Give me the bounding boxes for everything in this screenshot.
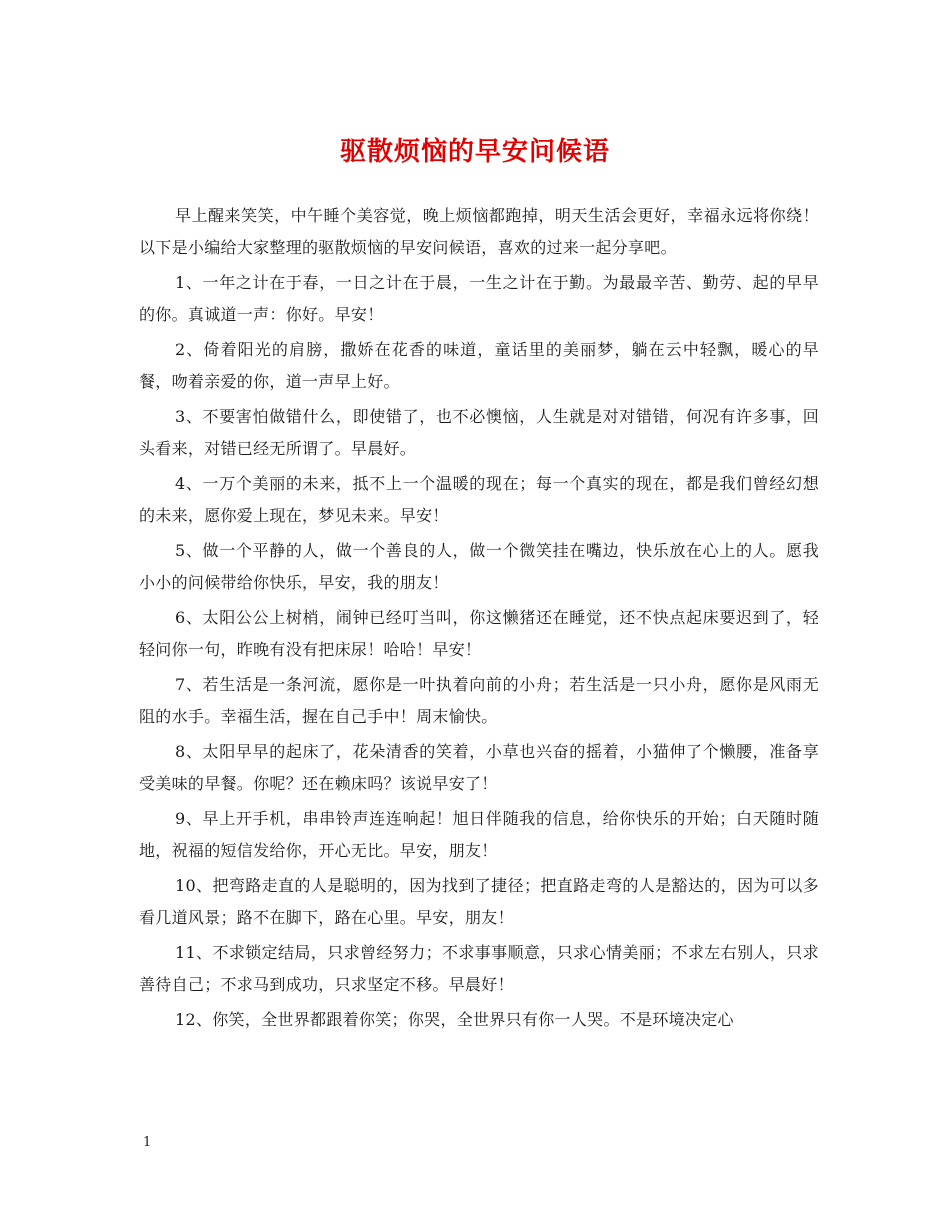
greeting-item-7: 7、若生活是一条河流，愿你是一叶执着向前的小舟；若生活是一只小舟，愿你是风雨无阻的水手。幸福生活，握在自己手中！周末愉快。 xyxy=(139,675,819,726)
greeting-item-1: 1、一年之计在于春，一日之计在于晨，一生之计在于勤。为最最辛苦、勤劳、起的早早的你。真诚道一声：你好。早安！ xyxy=(139,273,819,324)
greeting-item-12: 12、你笑，全世界都跟着你笑；你哭，全世界只有你一人哭。不是环境决定心 xyxy=(175,1010,734,1029)
greeting-item-10: 10、把弯路走直的人是聪明的，因为找到了捷径；把直路走弯的人是豁达的，因为可以多看几道风景；路不在脚下，路在心里。早安，朋友！ xyxy=(139,876,819,927)
page-number: 1 xyxy=(143,1135,152,1150)
greeting-item-2: 2、倚着阳光的肩膀，撒娇在花香的味道，童话里的美丽梦，躺在云中轻飘，暖心的早餐，吻着亲爱的你，道一声早上好。 xyxy=(139,340,819,391)
intro-paragraph: 早上醒来笑笑，中午睡个美容觉，晚上烦恼都跑掉，明天生活会更好，幸福永远将你绕！以下是小编给大家整理的驱散烦恼的早安问候语，喜欢的过来一起分享吧。 xyxy=(139,206,819,257)
greeting-item-6: 6、太阳公公上树梢，闹钟已经叮当叫，你这懒猪还在睡觉，还不快点起床要迟到了，轻轻问你一句，昨晚有没有把床尿！哈哈！早安！ xyxy=(139,608,819,659)
greeting-item-4: 4、一万个美丽的未来，抵不上一个温暖的现在；每一个真实的现在，都是我们曾经幻想的未来，愿你爱上现在，梦见未来。早安！ xyxy=(139,474,819,525)
greeting-item-11: 11、不求锁定结局，只求曾经努力；不求事事顺意，只求心情美丽；不求左右别人，只求善待自己；不求马到成功，只求坚定不移。早晨好！ xyxy=(139,943,819,994)
greeting-item-5: 5、做一个平静的人，做一个善良的人，做一个微笑挂在嘴边，快乐放在心上的人。愿我小小的问候带给你快乐，早安，我的朋友！ xyxy=(139,541,819,592)
greeting-item-8: 8、太阳早早的起床了，花朵清香的笑着，小草也兴奋的摇着，小猫伸了个懒腰，准备享受美味的早餐。你呢？还在赖床吗？该说早安了！ xyxy=(139,742,819,793)
greeting-item-9: 9、早上开手机，串串铃声连连响起！旭日伴随我的信息，给你快乐的开始；白天随时随地，祝福的短信发给你，开心无比。早安，朋友！ xyxy=(139,809,819,860)
document-body xyxy=(139,200,819,1040)
greeting-item-3: 3、不要害怕做错什么，即使错了，也不必懊恼，人生就是对对错错，何况有许多事，回头看来，对错已经无所谓了。早晨好。 xyxy=(139,407,819,458)
document-title: 驱散烦恼的早安问候语 xyxy=(339,137,610,167)
